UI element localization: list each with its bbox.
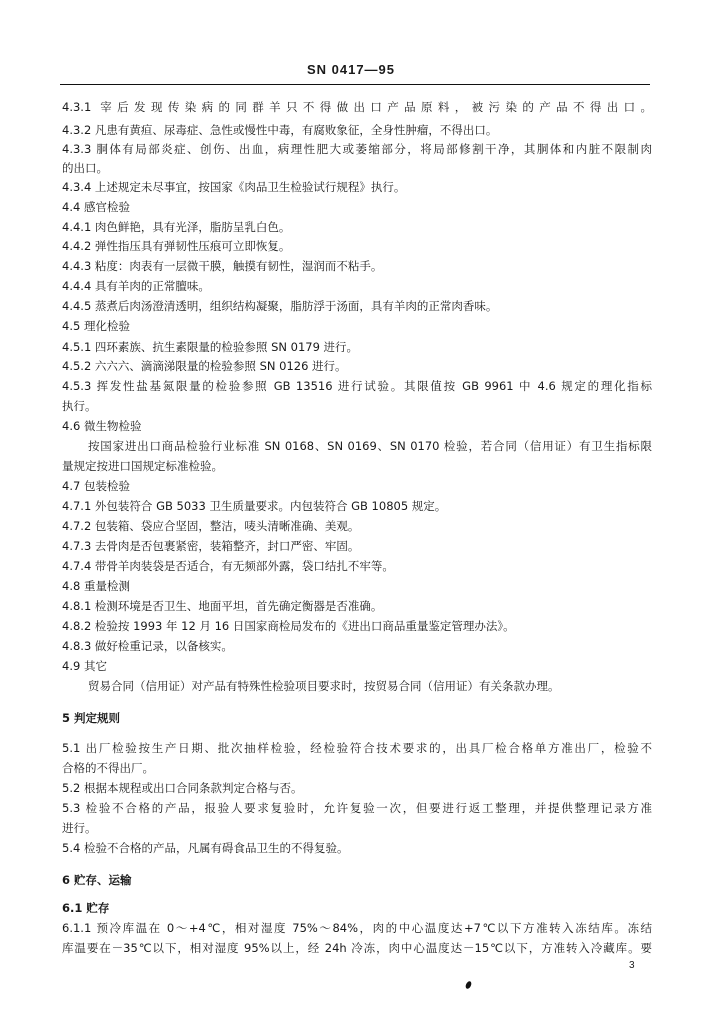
clause-6-1-1-cont: 库温要在－35℃以下，相对湿度 95%以上，经 24h 冷冻，肉中心温度达－15℃以下，方准转入冷藏库。要 — [62, 941, 652, 955]
section-4-9-heading: 4.9 其它 — [62, 659, 107, 673]
clause-4-9-body: 贸易合同（信用证）对产品有特殊性检验项目要求时，按贸易合同（信用证）有关条款办理。 — [88, 679, 560, 693]
clause-4-7-2: 4.7.2 包装箱、袋应合坚固，整洁，唛头清晰准确、美观。 — [62, 519, 360, 533]
clause-5-3-cont: 进行。 — [62, 821, 97, 835]
clause-4-8-3: 4.8.3 做好检重记录，以备核实。 — [62, 639, 233, 653]
ink-mark — [465, 980, 473, 989]
clause-5-3: 5.3 检验不合格的产品，报验人要求复验时，允许复验一次，但要进行返工整理，并提供整理记录方准 — [62, 801, 652, 815]
clause-4-5-3-cont: 执行。 — [62, 399, 97, 413]
clause-4-4-5: 4.4.5 蒸煮后肉汤澄清透明，组织结构凝聚，脂肪浮于汤面，具有羊肉的正常肉香味。 — [62, 299, 498, 313]
clause-4-4-2: 4.4.2 弹性指压具有弹韧性压痕可立即恢复。 — [62, 239, 291, 253]
clause-4-3-3-cont: 的出口。 — [62, 161, 108, 175]
header-rule — [60, 84, 650, 85]
clause-4-7-3: 4.7.3 去骨肉是否包裹紧密，装箱整齐，封口严密、牢固。 — [62, 539, 360, 553]
section-5-heading: 5 判定规则 — [62, 711, 121, 725]
clause-4-8-1: 4.8.1 检测环境是否卫生、地面平坦，首先确定衡器是否准确。 — [62, 599, 383, 613]
section-6-heading: 6 贮存、运输 — [62, 873, 132, 887]
clause-4-3-2: 4.3.2 凡患有黄疸、尿毒症、急性或慢性中毒，有腐败象征，全身性肿瘤，不得出口。 — [62, 123, 498, 137]
clause-4-8-2: 4.8.2 检验按 1993 年 12 月 16 日国家商检局发布的《进出口商品重量鉴定管理办法》。 — [62, 619, 515, 633]
clause-4-6-body-cont: 量规定按进口国规定标准检验。 — [62, 459, 223, 473]
clause-4-4-4: 4.4.4 具有羊肉的正常膻味。 — [62, 279, 210, 293]
clause-4-7-1: 4.7.1 外包装符合 GB 5033 卫生质量要求。内包装符合 GB 10805 规定。 — [62, 499, 447, 513]
clause-4-7-4: 4.7.4 带骨羊肉装袋是否适合，有无频部外露，袋口结扎不牢等。 — [62, 559, 394, 573]
clause-5-2: 5.2 根据本规程或出口合同条款判定合格与否。 — [62, 781, 303, 795]
section-6-1-heading: 6.1 贮存 — [62, 901, 110, 915]
clause-4-5-3: 4.5.3 挥发性盐基氮限量的检验参照 GB 13516 进行试验。其限值按 GB 9961 中 4.6 规定的理化指标 — [62, 379, 652, 393]
clause-4-4-3: 4.4.3 粘度：肉表有一层微干膜，触摸有韧性，湿润而不粘手。 — [62, 259, 383, 273]
clause-4-3-3: 4.3.3 胴体有局部炎症、创伤、出血，病理性肥大或萎缩部分，将局部修割干净，其胴体和内脏不限制肉 — [62, 142, 652, 156]
section-4-4-heading: 4.4 感官检验 — [62, 200, 130, 214]
clause-5-1-cont: 合格的不得出厂。 — [62, 761, 154, 775]
standard-number-header: SN 0417—95 — [306, 62, 396, 77]
section-4-6-heading: 4.6 微生物检验 — [62, 419, 142, 433]
clause-5-4: 5.4 检验不合格的产品，凡属有碍食品卫生的不得复验。 — [62, 841, 349, 855]
clause-4-6-body: 按国家进出口商品检验行业标准 SN 0168、SN 0169、SN 0170 检验，若合同（信用证）有卫生指标限 — [88, 439, 652, 453]
clause-5-1: 5.1 出厂检验按生产日期、批次抽样检验，经检验符合技术要求的，出具厂检合格单方准出厂，检验不 — [62, 741, 652, 755]
clause-4-3-4: 4.3.4 上述规定未尽事宜，按国家《肉品卫生检验试行规程》执行。 — [62, 180, 406, 194]
clause-4-5-2: 4.5.2 六六六、滴滴涕限量的检验参照 SN 0126 进行。 — [62, 359, 347, 373]
clause-6-1-1: 6.1.1 预冷库温在 0～+4℃，相对湿度 75%～84%，肉的中心温度达+7℃以下方准转入冻结库。冻结 — [62, 921, 652, 935]
clause-4-3-1: 4.3.1 宰后发现传染病的同群羊只不得做出口产品原料，被污染的产品不得出口。 — [62, 100, 652, 114]
clause-4-4-1: 4.4.1 肉色鲜艳，具有光泽，脂肪呈乳白色。 — [62, 220, 291, 234]
clause-4-5-1: 4.5.1 四环素族、抗生素限量的检验参照 SN 0179 进行。 — [62, 340, 359, 354]
section-4-8-heading: 4.8 重量检测 — [62, 579, 130, 593]
section-4-7-heading: 4.7 包装检验 — [62, 479, 130, 493]
page-number: 3 — [629, 960, 635, 971]
section-4-5-heading: 4.5 理化检验 — [62, 319, 130, 333]
